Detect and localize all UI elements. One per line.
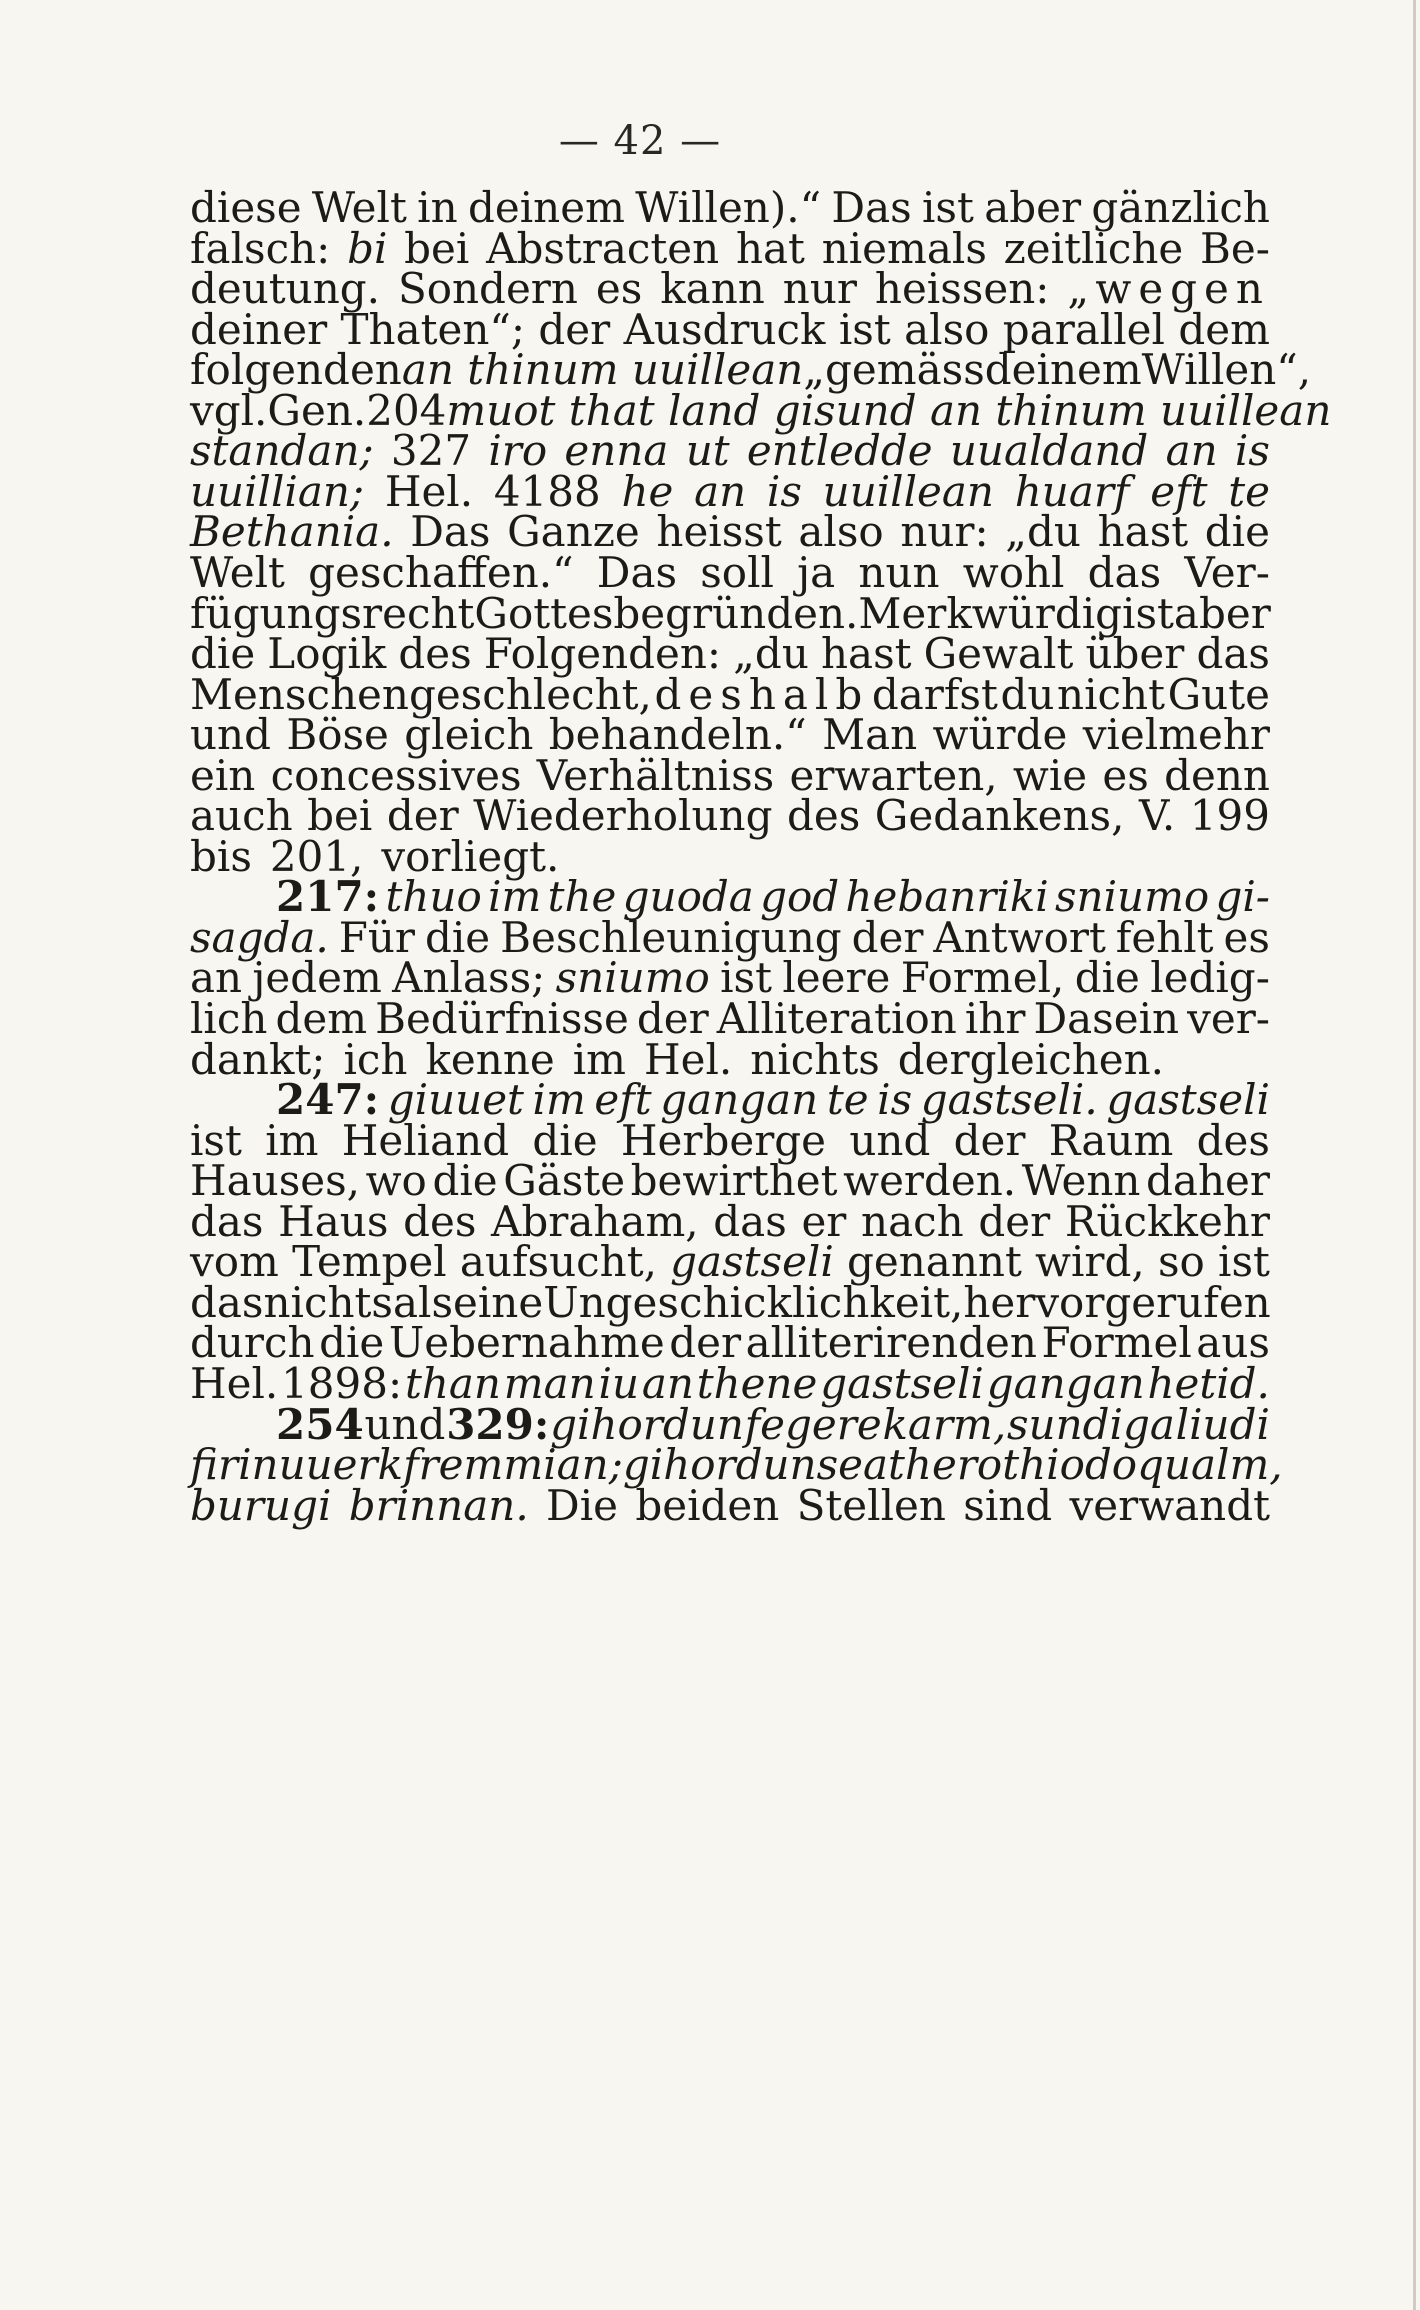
word: uualdand	[949, 426, 1149, 476]
word: iu	[598, 1358, 639, 1408]
word: wo	[365, 1156, 427, 1206]
word: Das	[831, 183, 912, 232]
word: aufsucht,	[459, 1237, 657, 1287]
word: folgenden	[190, 345, 402, 395]
word: giuuet	[387, 1075, 524, 1125]
word: ja	[797, 547, 836, 597]
word: Hauses,	[190, 1156, 361, 1206]
word: fehlt	[1115, 912, 1214, 962]
word: 199	[1189, 791, 1270, 841]
word: uuillian;	[190, 466, 365, 516]
word: des	[398, 629, 472, 679]
word: Man	[822, 710, 918, 760]
word: darfst	[871, 669, 998, 719]
word: falsch:	[190, 223, 331, 273]
word: der	[636, 994, 709, 1043]
word: 327	[390, 426, 472, 476]
word: Ausdruck	[623, 304, 826, 354]
word: nichts	[750, 1034, 880, 1084]
word: 201,	[269, 831, 364, 881]
word: Böse	[286, 710, 389, 760]
word: und	[849, 1115, 931, 1165]
word: Hel.	[384, 466, 474, 516]
word: fegere	[744, 1399, 882, 1449]
word: firinuuerk	[190, 1440, 404, 1490]
word: sagda.	[190, 912, 329, 962]
word: te	[826, 1075, 869, 1125]
word: werden.	[843, 1156, 1017, 1206]
word: genannt	[847, 1237, 1022, 1287]
word: 254	[276, 1399, 364, 1449]
word: burugi	[190, 1480, 332, 1530]
word: Die	[546, 1480, 618, 1530]
word: hebanriki	[845, 872, 1049, 922]
word: es	[1223, 912, 1270, 962]
word: gastseli	[820, 1358, 984, 1408]
word: alliterirenden	[745, 1318, 1037, 1368]
word: Rückkehr	[1064, 1196, 1270, 1246]
word: gangan	[660, 1075, 819, 1125]
word: Willen“,	[1141, 345, 1312, 395]
word: kann	[660, 264, 765, 314]
word: gi-	[1215, 872, 1270, 922]
word: thiodo	[1002, 1440, 1138, 1490]
word: Das	[596, 547, 678, 597]
word: der	[538, 304, 611, 354]
word: „du	[733, 629, 809, 679]
word: V.	[1138, 791, 1176, 841]
word: deinem	[984, 345, 1142, 395]
word: bei	[404, 223, 470, 273]
word: Merkwürdig	[858, 588, 1123, 638]
word: bis	[190, 831, 252, 881]
word: Ungeschicklichkeit,	[543, 1277, 964, 1327]
word: Stellen	[796, 1480, 946, 1530]
word: also	[798, 507, 884, 557]
word: Be-	[1200, 223, 1270, 273]
word: zeitliche	[1003, 223, 1184, 273]
word: gihordun	[550, 1399, 744, 1449]
word: kenne	[425, 1034, 555, 1084]
word: 329:	[446, 1399, 550, 1449]
word: das	[1196, 629, 1270, 679]
word: die	[424, 912, 491, 962]
word: Gewalt	[923, 629, 1074, 679]
word: in	[417, 183, 458, 232]
word: thuo	[385, 872, 482, 922]
word: Tempel	[292, 1237, 447, 1287]
word: 217:	[276, 872, 380, 922]
word: ist	[1218, 1237, 1270, 1287]
word: iro	[488, 426, 548, 476]
word: nichts	[263, 1277, 393, 1327]
word: auch	[190, 791, 293, 841]
word: Ver-	[1184, 547, 1270, 597]
word: ledig-	[1150, 953, 1270, 1003]
word: behandeln.“	[548, 710, 807, 760]
word: ver-	[1187, 994, 1270, 1043]
word: Logik	[267, 629, 387, 679]
word: Formel,	[900, 953, 1065, 1003]
word: und	[190, 710, 271, 760]
word: an	[190, 953, 243, 1003]
word: hetid.	[1147, 1358, 1270, 1408]
word: than	[404, 1358, 501, 1408]
word: im	[532, 1075, 586, 1125]
word: des	[403, 1196, 477, 1246]
word: fremmian;	[403, 1440, 623, 1490]
word: verwandt	[1069, 1480, 1270, 1530]
word: „wegen	[1067, 264, 1270, 314]
word: vorliegt.	[381, 831, 560, 881]
word: ein	[190, 750, 256, 800]
word: Wenn	[1021, 1156, 1141, 1206]
word: heisst	[656, 507, 782, 557]
word: vgl.	[190, 385, 268, 435]
word: so	[1157, 1237, 1205, 1287]
word: die	[1074, 953, 1140, 1003]
word: parallel	[1002, 304, 1165, 354]
word: dem	[275, 994, 368, 1043]
word: Hel.	[190, 1358, 279, 1408]
word: als	[392, 1277, 454, 1327]
word: denn	[1164, 750, 1270, 800]
word: erwarten,	[789, 750, 998, 800]
word: sea	[816, 1440, 889, 1490]
word: gastseli	[670, 1237, 834, 1287]
word: beiden	[635, 1480, 780, 1530]
word: gastseli.	[920, 1075, 1098, 1125]
word: ist	[838, 304, 891, 354]
word: gleich	[404, 710, 534, 760]
word: Gen.	[267, 385, 367, 435]
word: thero	[888, 1440, 1003, 1490]
word: im	[572, 1034, 627, 1084]
word: deutung.	[190, 264, 381, 314]
word: die	[1204, 507, 1270, 557]
word: Sondern	[397, 264, 578, 314]
word: über	[1085, 629, 1185, 679]
word: Bedürfnisse	[375, 994, 629, 1043]
word: Gute	[1167, 669, 1270, 719]
word: Anlass;	[392, 953, 546, 1003]
word: die	[190, 629, 256, 679]
word: geschaffen.“	[308, 547, 574, 597]
word: aus	[1196, 1318, 1270, 1368]
word: dankt;	[190, 1034, 326, 1084]
word: Das	[410, 507, 491, 557]
word: der	[851, 912, 924, 962]
word: muot that land gisund an thinum uuillean	[446, 385, 1332, 435]
word: nur	[782, 264, 857, 314]
word: 1898:	[281, 1358, 403, 1408]
word: ist	[190, 1115, 242, 1165]
word: 204	[366, 385, 447, 435]
word: das	[1087, 547, 1162, 597]
word: Uebernahme	[388, 1318, 665, 1368]
word: Hel.	[644, 1034, 733, 1084]
word: die	[319, 1318, 385, 1368]
word: wie	[1012, 750, 1088, 800]
word: standan;	[190, 426, 374, 476]
word: he	[621, 466, 674, 516]
text-line	[190, 1476, 1270, 1536]
word: deiner	[190, 304, 328, 354]
word: eine	[453, 1277, 544, 1327]
word: wohl	[962, 547, 1065, 597]
word: Bethania.	[190, 507, 394, 557]
word: deinem	[467, 183, 625, 232]
word: würde	[932, 710, 1068, 760]
word: Folgenden:	[483, 629, 722, 679]
page-edge	[1413, 0, 1416, 2310]
word: god	[760, 872, 840, 922]
page-number: — 42 —	[558, 118, 722, 164]
word: dergleichen.	[897, 1034, 1165, 1084]
word: Menschengeschlecht,	[190, 669, 652, 719]
word: vielmehr	[1082, 710, 1270, 760]
word: heissen:	[874, 264, 1050, 314]
word: enna	[564, 426, 669, 476]
word: Haus	[278, 1196, 389, 1246]
word: bewirthet	[630, 1156, 838, 1206]
word: aber	[1173, 588, 1271, 638]
word: deshalb	[654, 669, 870, 719]
word: ihr	[964, 994, 1026, 1043]
word: wird,	[1035, 1237, 1145, 1287]
word: der	[953, 1115, 1026, 1165]
word: Welt	[311, 183, 407, 232]
word: Antwort	[933, 912, 1106, 962]
word: sniumo	[555, 953, 710, 1003]
word: Gottes	[474, 588, 614, 638]
word: Gedankens,	[874, 791, 1125, 841]
word: the	[547, 872, 617, 922]
word: sundiga	[1007, 1399, 1175, 1449]
word: Ganze	[507, 507, 640, 557]
word: concessives	[270, 750, 522, 800]
word: an thinum uuillean	[401, 345, 804, 395]
word: Beschleunigung	[500, 912, 842, 962]
word: eft	[1150, 466, 1208, 516]
word: hast	[820, 629, 912, 679]
word: sind	[963, 1480, 1053, 1530]
word: 4188	[493, 466, 601, 516]
word: 247:	[276, 1075, 380, 1125]
word: gihordun	[622, 1440, 817, 1490]
word: nicht	[1057, 669, 1165, 719]
word: du	[1000, 669, 1055, 719]
word: aber	[984, 183, 1082, 232]
word: das	[713, 1196, 787, 1246]
word: Gäste	[503, 1156, 626, 1206]
word: uuillean	[822, 466, 994, 516]
word: des	[786, 791, 861, 841]
word: der	[386, 791, 459, 841]
word: der	[978, 1196, 1051, 1246]
word: Abstracten	[486, 223, 720, 273]
word: ist	[1122, 588, 1174, 638]
word: also	[904, 304, 990, 354]
word: gastseli	[1106, 1075, 1270, 1125]
word: dem	[1178, 304, 1270, 354]
word: gangan	[986, 1358, 1145, 1408]
word: ist	[922, 183, 974, 232]
word: Wiederholung	[473, 791, 773, 841]
word: is	[877, 1075, 913, 1125]
word: nun	[858, 547, 940, 597]
word: bi	[347, 223, 388, 273]
word: diese	[190, 183, 302, 232]
word: thene	[696, 1358, 818, 1408]
word: Thaten“;	[340, 304, 526, 354]
word: karm,	[882, 1399, 1007, 1449]
word: durch	[190, 1318, 315, 1368]
word: eft	[594, 1075, 652, 1125]
word: Abraham,	[491, 1196, 699, 1246]
word: die	[532, 1115, 598, 1165]
word: brinnan.	[348, 1480, 529, 1530]
word: is	[1234, 426, 1270, 476]
word: Heliand	[341, 1115, 510, 1165]
word: im	[265, 1115, 319, 1165]
word: er	[801, 1196, 847, 1246]
word: ist	[720, 953, 772, 1003]
word: entledde	[746, 426, 933, 476]
word: der	[669, 1318, 742, 1368]
word: Raum	[1048, 1115, 1174, 1165]
word: soll	[700, 547, 774, 597]
word: niemals	[821, 223, 987, 273]
word: Herberge	[620, 1115, 827, 1165]
word: an	[694, 466, 747, 516]
word: und	[364, 1399, 446, 1449]
word: fügungsrecht	[190, 588, 475, 638]
word: Formel	[1041, 1318, 1192, 1368]
word: nach	[861, 1196, 964, 1246]
word: hast	[1097, 507, 1189, 557]
word: ich	[343, 1034, 408, 1084]
word: an	[1165, 426, 1218, 476]
word: es	[1102, 750, 1149, 800]
word: Für	[338, 912, 415, 962]
word: Welt	[190, 547, 285, 597]
word: Alliteration	[716, 994, 957, 1043]
word: Willen).“	[635, 183, 822, 232]
word: begründen.	[613, 588, 859, 638]
word: das	[190, 1196, 264, 1246]
word: gänzlich	[1091, 183, 1270, 232]
word: guoda	[622, 872, 754, 922]
word: liudi	[1175, 1399, 1270, 1449]
word: Verhältniss	[536, 750, 775, 800]
word: is	[766, 466, 802, 516]
word: ut	[685, 426, 730, 476]
word: vom	[190, 1237, 279, 1287]
word: jedem	[252, 953, 382, 1003]
word: nur:	[900, 507, 989, 557]
word: qualm,	[1137, 1440, 1283, 1490]
word: sniumo	[1054, 872, 1210, 922]
word: Dasein	[1033, 994, 1180, 1043]
word: des	[1196, 1115, 1270, 1165]
word: leere	[782, 953, 891, 1003]
word: die	[432, 1156, 498, 1206]
word: lich	[190, 994, 268, 1043]
word: im	[488, 872, 542, 922]
word: es	[595, 264, 643, 314]
word: hat	[735, 223, 805, 273]
word: te	[1228, 466, 1270, 516]
word: an	[641, 1358, 694, 1408]
word: das	[190, 1277, 264, 1327]
word: bei	[307, 791, 373, 841]
word: daher	[1146, 1156, 1270, 1206]
word: „gemäss	[803, 345, 985, 395]
word: hervorgerufen	[963, 1277, 1271, 1327]
word: „du	[1005, 507, 1081, 557]
word: huarf	[1014, 466, 1130, 516]
word: man	[503, 1358, 596, 1408]
